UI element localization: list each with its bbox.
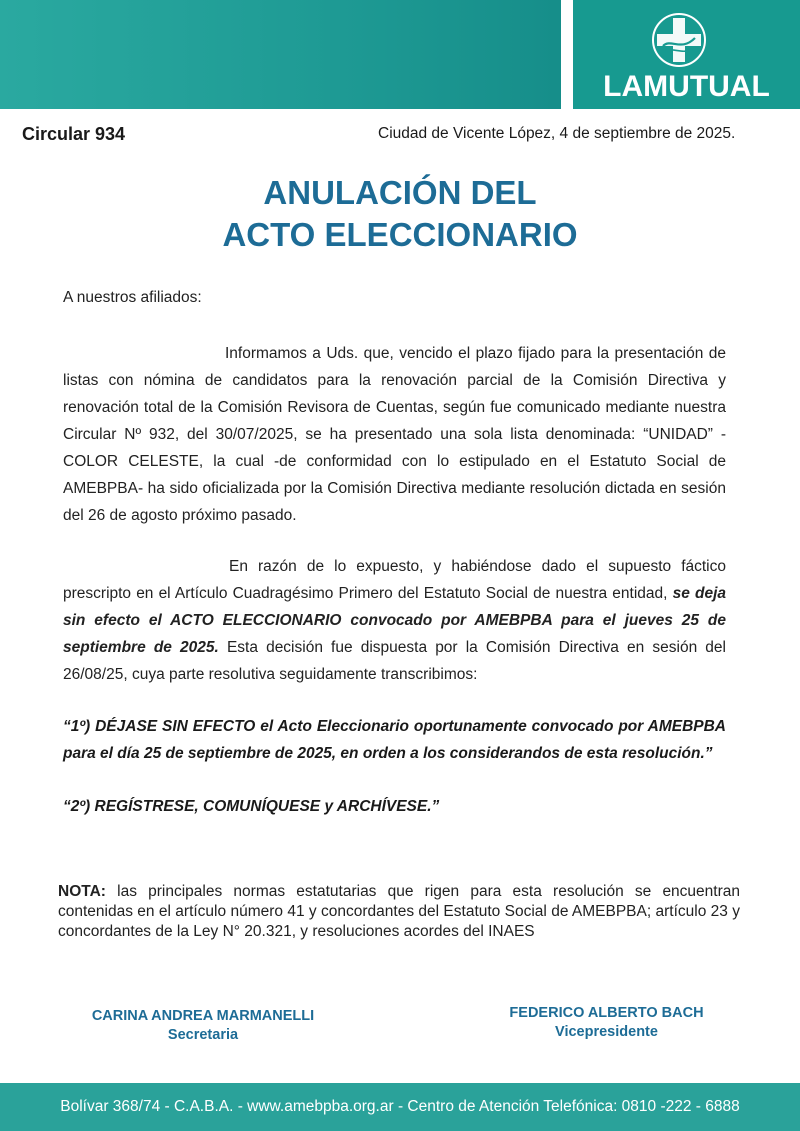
signature-vicepresident: [480, 1004, 733, 1042]
note: [58, 882, 740, 942]
document-title: [0, 172, 800, 256]
signature-name: CARINA ANDREA MARMANELLI: [91, 1008, 315, 1024]
footer-contact: Bolívar 368/74 - C.A.B.A. - www.amebpba.org.ar - Centro de Atención Telefónica: 0810 -222 - 6888: [0, 1083, 800, 1131]
mutual-cross-logo-icon: [651, 12, 707, 68]
paragraph-2: [63, 553, 726, 688]
resolution-article-2: “2º) REGÍSTRESE, COMUNÍQUESE y ARCHÍVESE.”: [63, 798, 440, 815]
paragraph-1-text: Informamos a Uds. que, vencido el plazo fijado para la presentación de listas con nómina de candidatos para la renovación parcial de la Comisión Directiva y renovación total de la Comisión Revisora de Cuentas, según fue comunicado mediante nuestra Circular Nº 932, del 30/07/2025, se ha presentado una sola lista denominada: “UNIDAD” - COLOR CELESTE, la cual -de conformidad con lo estipulado en el Estatuto Social de AMEBPBA- ha sido oficializada por la Comisión Directiva mediante resolución dictada en sesión del 26 de agosto próximo pasado.: [63, 345, 726, 524]
resolution-article-1: “1º) DÉJASE SIN EFECTO el Acto Eleccionario oportunamente convocado por AMEBPBA para el día 25 de septiembre de 2025, en orden a los considerandos de esta resolución.”: [63, 718, 726, 762]
header-logo-panel: [573, 0, 800, 109]
signature-role: Vicepresidente: [555, 1024, 658, 1040]
paragraph-2-rest: Esta decisión fue dispuesta por la Comisión Directiva en sesión del 26/08/25, cuya parte resolutiva seguidamente transcribimos:: [63, 639, 726, 683]
circular-number: Circular 934: [22, 124, 126, 144]
signature-secretary: [80, 1007, 326, 1045]
brand-wordmark: LAMUTUAL: [603, 70, 770, 103]
paragraph-2-emphasis: se deja sin efecto el ACTO ELECCIONARIO convocado por AMEBPBA para el jueves 25 de septiembre de 2025.: [63, 585, 726, 656]
paragraph-2-intro: En razón de lo expuesto, y habiéndose dado el supuesto fáctico prescripto en el Artículo Cuadragésimo Primero del Estatuto Social de nuestra entidad,: [63, 558, 726, 602]
signature-role: Secretaria: [167, 1027, 239, 1043]
greeting: A nuestros afiliados:: [63, 289, 202, 306]
header-band-left: [0, 0, 561, 109]
document-date: Ciudad de Vicente López, 4 de septiembre de 2025.: [378, 125, 736, 142]
title-line-2: ACTO ELECCIONARIO: [222, 216, 578, 253]
note-label: NOTA:: [58, 883, 106, 900]
note-text: las principales normas estatutarias que rigen para esta resolución se encuentran contenidas en el artículo número 41 y concordantes del Estatuto Social de AMEBPBA; artículo 23 y concordantes de la Ley N° 20.321, y resoluciones acordes del INAES: [58, 883, 741, 940]
paragraph-1: [63, 340, 726, 529]
signature-name: FEDERICO ALBERTO BACH: [509, 1005, 704, 1021]
title-line-1: ANULACIÓN DEL: [263, 174, 537, 211]
